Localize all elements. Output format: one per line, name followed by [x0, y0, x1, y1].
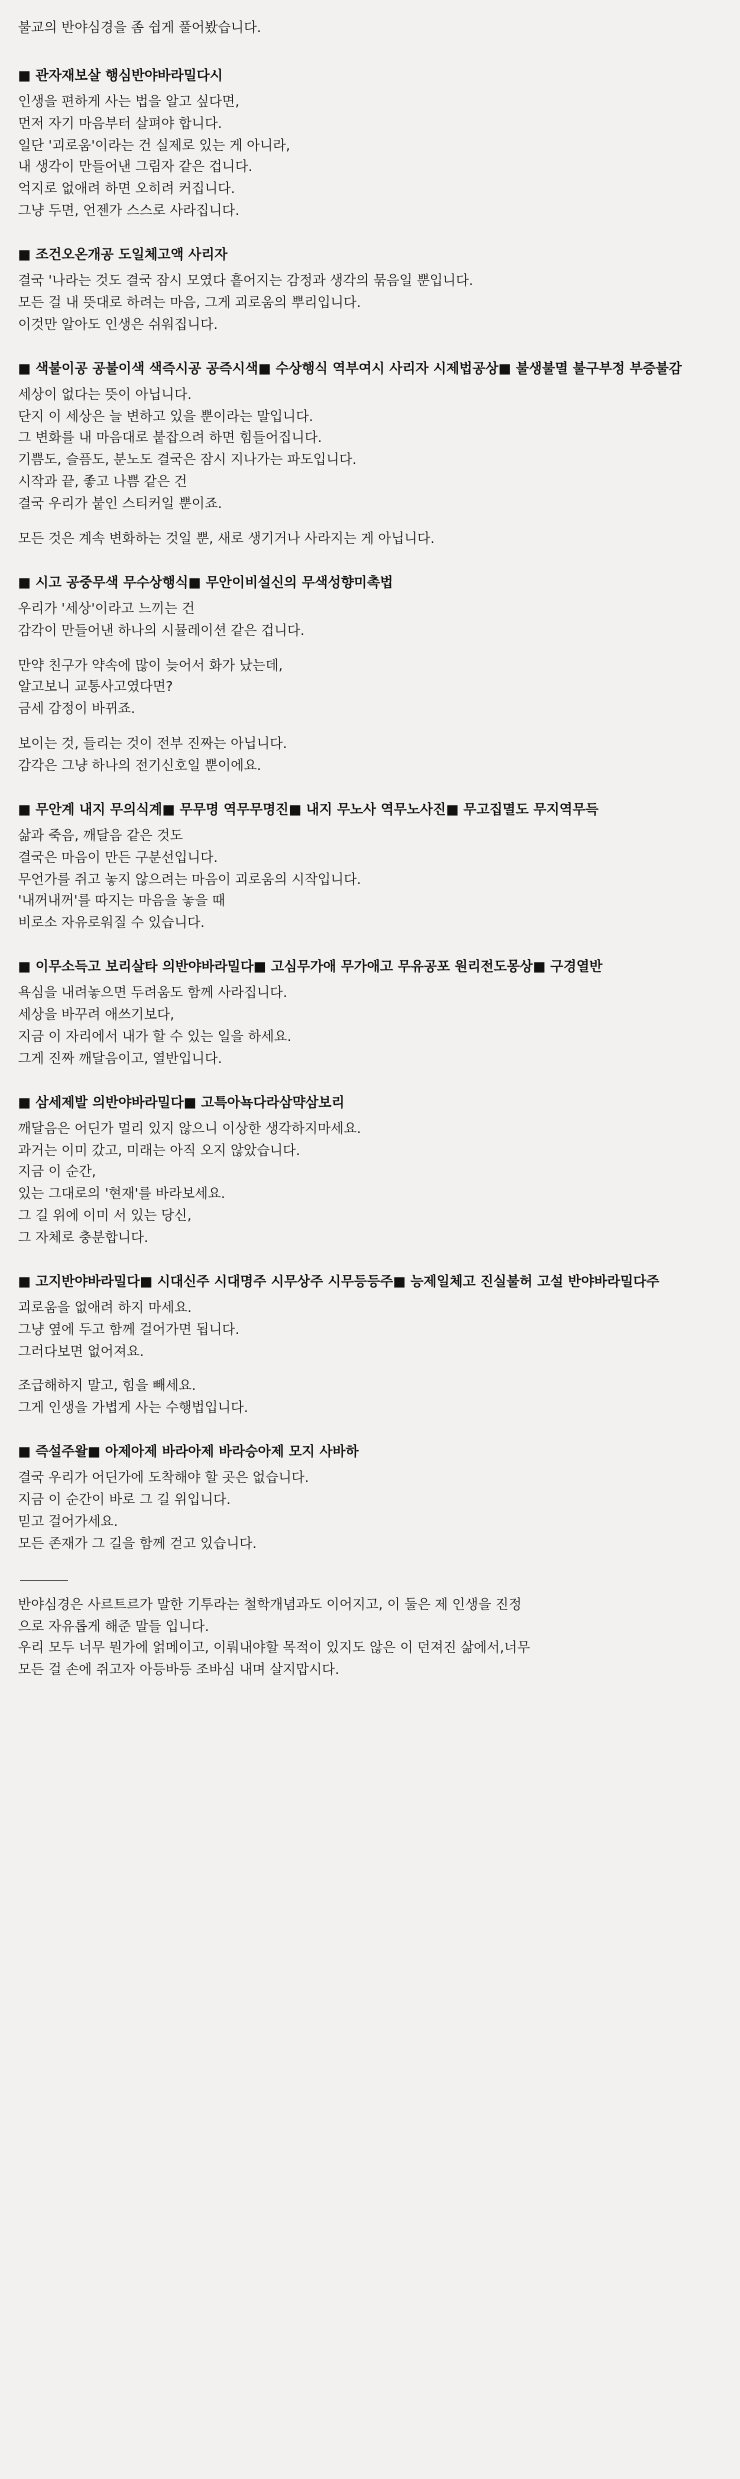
section-line: 단지 이 세상은 늘 변하고 있을 뿐이라는 말입니다.: [18, 408, 314, 425]
section-heading: ■ 조건오온개공 도일체고액 사리자: [18, 247, 228, 264]
section-heading: ■ 삼세제발 의반야바라밀다■ 고특아뇩다라삼먁삼보리: [18, 1094, 345, 1111]
section-line: 결국 '나라는 것도 결국 잠시 모였다 흩어지는 감정과 생각의 묶음일 뿐입니다.: [18, 273, 474, 290]
section-line: 비로소 자유로워질 수 있습니다.: [18, 915, 205, 932]
section: [18, 359, 722, 551]
intro-paragraph: 불교의 반야심경을 좀 쉽게 풀어봤습니다.: [18, 20, 262, 36]
section-line: 지금 이 순간이 바로 그 길 위입니다.: [18, 1492, 231, 1509]
section-line: 그 길 위에 이미 서 있는 당신,: [18, 1208, 192, 1225]
section: [18, 1442, 722, 1555]
section-line: 감각은 그냥 하나의 전기신호일 뿐이에요.: [18, 757, 262, 774]
section-line: 우리가 '세상'이라고 느끼는 건: [18, 600, 195, 617]
section-line: 믿고 걸어가세요.: [18, 1513, 118, 1530]
section-line: 지금 이 순간,: [18, 1164, 97, 1181]
section-line: 보이는 것, 들리는 것이 전부 진짜는 아닙니다.: [18, 736, 288, 753]
section-heading: ■ 색불이공 공불이색 색즉시공 공즉시색■ 수상행식 역부여시 사리자 시제법공상■ 불생불멸 불구부정 부증불감: [18, 360, 682, 377]
section-line: 조급해하지 말고, 힘을 빼세요.: [18, 1378, 196, 1395]
section-line: 괴로움을 없애려 하지 마세요.: [18, 1299, 192, 1316]
section-line: 깨달음은 어딘가 멀리 있지 않으니 이상한 생각하지마세요.: [18, 1120, 362, 1137]
section-line: 그게 진짜 깨달음이고, 열반입니다.: [18, 1050, 223, 1067]
section-line: 과거는 이미 갔고, 미래는 아직 오지 않았습니다.: [18, 1142, 301, 1159]
section-line: 세상이 없다는 뜻이 아닙니다.: [18, 386, 192, 403]
section-line: 그게 인생을 가볍게 사는 수행법입니다.: [18, 1400, 249, 1417]
section-line: 내 생각이 만들어낸 그림자 같은 겁니다.: [18, 159, 253, 176]
section-heading: ■ 무안계 내지 무의식계■ 무무명 역무무명진■ 내지 무노사 역무노사진■ 무고집멸도 무지역무득: [18, 801, 599, 818]
section-line: 세상을 바꾸려 애쓰기보다,: [18, 1007, 175, 1024]
closing-line: 반야심경은 사르트르가 말한 기투라는 철학개념과도 이어지고, 이 둘은 제 인생을 진정: [18, 1596, 522, 1613]
section-line: 시작과 끝, 좋고 나쁨 같은 건: [18, 474, 188, 491]
spacer: [18, 1363, 722, 1376]
section: [18, 573, 722, 778]
section: [18, 957, 722, 1070]
section-heading: ■ 이무소득고 보리살타 의반야바라밀다■ 고심무가애 무가애고 무유공포 원리전도몽상■ 구경열반: [18, 959, 603, 976]
section: [18, 66, 722, 223]
spacer: [18, 721, 722, 734]
section-line: 인생을 편하게 사는 법을 알고 싶다면,: [18, 93, 240, 110]
section-line: 결국은 마음이 만든 구분선입니다.: [18, 849, 218, 866]
section-line: 있는 그대로의 '현재'를 바라보세요.: [18, 1186, 226, 1203]
section-line: 이것만 알아도 인생은 쉬워집니다.: [18, 316, 218, 333]
section-line: 억지로 없애려 하면 오히려 커집니다.: [18, 181, 236, 198]
section: [18, 245, 722, 337]
section-line: 그 변화를 내 마음대로 붙잡으려 하면 힘들어집니다.: [18, 430, 322, 447]
section-line: 기쁨도, 슬픔도, 분노도 결국은 잠시 지나가는 파도입니다.: [18, 452, 357, 469]
section-line: 금세 감정이 바뀌죠.: [18, 701, 136, 718]
section-line: 결국 우리가 어딘가에 도착해야 할 곳은 없습니다.: [18, 1470, 309, 1487]
section-heading: ■ 고지반야바라밀다■ 시대신주 시대명주 시무상주 시무등등주■ 능제일체고 진실불허 고설 반야바라밀다주: [18, 1273, 660, 1290]
section-line: 모든 존재가 그 길을 함께 걷고 있습니다.: [18, 1535, 257, 1552]
section: [18, 1272, 722, 1420]
section-divider: [20, 1580, 68, 1581]
section-line: 만약 친구가 약속에 많이 늦어서 화가 났는데,: [18, 657, 283, 674]
closing-line: 으로 자유롭게 해준 말들 입니다.: [18, 1618, 209, 1635]
closing-line: 우리 모두 너무 뭔가에 얽메이고, 이뤄내야할 목적이 있지도 않은 이 던져진 삶에서,너무: [18, 1640, 531, 1657]
section-line: 알고보니 교통사고였다면?: [18, 679, 173, 696]
section: [18, 1093, 722, 1250]
section-line: 그냥 두면, 언젠가 스스로 사라집니다.: [18, 203, 240, 220]
section-heading: ■ 즉설주왈■ 아제아제 바라아제 바라승아제 모지 사바하: [18, 1444, 359, 1461]
section-line: 그냥 옆에 두고 함께 걸어가면 됩니다.: [18, 1321, 240, 1338]
spacer: [18, 643, 722, 656]
section-heading: ■ 관자재보살 행심반야바라밀다시: [18, 67, 223, 84]
section-line: 일단 '괴로움'이라는 건 실제로 있는 게 아니라,: [18, 137, 291, 154]
closing-note: [18, 1595, 722, 1682]
section-line: 삶과 죽음, 깨달음 같은 것도: [18, 827, 183, 844]
section-line: 먼저 자기 마음부터 살펴야 합니다.: [18, 115, 223, 132]
section-line: '내꺼내꺼'를 따지는 마음을 놓을 때: [18, 893, 226, 910]
section-line: 그러다보면 없어져요.: [18, 1343, 144, 1360]
section-line: 결국 우리가 붙인 스티커일 뿐이죠.: [18, 496, 223, 513]
section: [18, 800, 722, 935]
section-line: 무언가를 쥐고 놓지 않으려는 마음이 괴로움의 시작입니다.: [18, 871, 362, 888]
section-line: 지금 이 자리에서 내가 할 수 있는 일을 하세요.: [18, 1028, 292, 1045]
section-heading: ■ 시고 공중무색 무수상행식■ 무안이비설신의 무색성향미촉법: [18, 574, 394, 591]
section-line: 감각이 만들어낸 하나의 시뮬레이션 같은 겁니다.: [18, 622, 305, 639]
spacer: [18, 516, 722, 529]
section-line: 욕심을 내려놓으면 두려움도 함께 사라집니다.: [18, 985, 288, 1002]
section-line: 모든 것은 계속 변화하는 것일 뿐, 새로 생기거나 사라지는 게 아닙니다.: [18, 530, 435, 547]
section-line: 그 자체로 충분합니다.: [18, 1229, 149, 1246]
section-line: 모든 걸 내 뜻대로 하려는 마음, 그게 괴로움의 뿌리입니다.: [18, 294, 361, 311]
closing-line: 모든 걸 손에 쥐고자 아등바등 조바심 내며 살지맙시다.: [18, 1662, 340, 1679]
